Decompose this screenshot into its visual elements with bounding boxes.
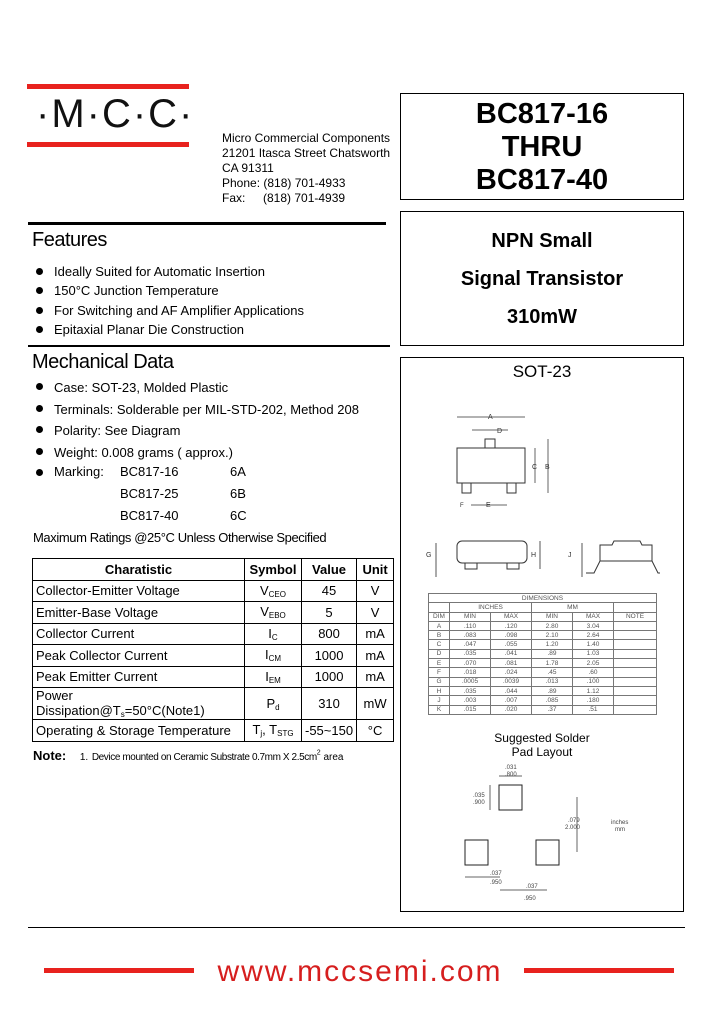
dim-cell: .041 (491, 649, 532, 658)
dim-group-empty (614, 603, 657, 612)
dim-row (429, 686, 657, 695)
symbol-main: T (252, 722, 261, 738)
dim-cell (614, 668, 657, 677)
dim-cell: E (429, 659, 450, 668)
dim-cell: .070 (450, 659, 491, 668)
description-box (400, 211, 684, 346)
dim-label-c: C (532, 464, 538, 471)
dim-cell: .37 (532, 705, 573, 714)
part-title-box (400, 93, 684, 200)
dim-header-row (429, 612, 657, 621)
dim-cell (614, 649, 657, 658)
features-rule (28, 222, 386, 225)
desc-line-1: NPN Small (491, 230, 593, 252)
dim-row (429, 640, 657, 649)
dim-title-row (429, 594, 657, 603)
symbol-cell (245, 666, 302, 688)
dim-cell: .081 (491, 659, 532, 668)
symbol-cell (245, 688, 302, 720)
marking-part: BC817-25 (120, 486, 179, 501)
note-label: Note: (33, 748, 67, 763)
max-ratings-table (32, 558, 394, 742)
dim-cell: .180 (573, 696, 614, 705)
value-cell: 45 (302, 580, 357, 602)
solder-dim-1-in: .031 (505, 765, 517, 771)
dim-cell: B (429, 631, 450, 640)
company-name: Micro Commercial Components (222, 131, 391, 145)
table-row (33, 623, 394, 645)
char-cell (33, 688, 245, 720)
value-cell: 1000 (302, 645, 357, 667)
dim-col-header: MAX (573, 612, 614, 621)
mechanical-heading: Mechanical Data (32, 351, 174, 373)
dim-col-header: NOTE (614, 612, 657, 621)
solder-dim-4-mm: .950 (490, 880, 502, 886)
logo-bottom-bar (27, 142, 189, 147)
symbol-sub: EM (268, 675, 281, 685)
symbol-main: P (266, 695, 276, 711)
dim-cell: F (429, 668, 450, 677)
mcc-logo: ·M·C·C· (36, 92, 195, 136)
col-header: Value (302, 559, 357, 581)
dim-cell: .085 (532, 696, 573, 705)
unit-cell: V (357, 580, 394, 602)
char-cell: Peak Collector Current (33, 645, 245, 667)
table-row (33, 688, 394, 720)
dim-cell (614, 705, 657, 714)
dim-col-header: MIN (450, 612, 491, 621)
note-tail: area (320, 752, 344, 763)
dim-cell: .098 (491, 631, 532, 640)
feature-item: 150°C Junction Temperature (34, 281, 304, 300)
feature-item: Ideally Suited for Automatic Insertion (34, 262, 304, 281)
dim-group-row (429, 603, 657, 612)
value-cell: 1000 (302, 666, 357, 688)
symbol-main: I (265, 668, 269, 684)
unit-cell: mW (357, 688, 394, 720)
dim-label-b: B (545, 464, 550, 471)
symbol-sub: EBO (268, 611, 286, 621)
title-line-1: BC817-16 (475, 98, 609, 130)
pin-left (462, 483, 471, 493)
desc-line-3: 310mW (506, 306, 578, 328)
dim-col-header: MIN (532, 612, 573, 621)
dim-row (429, 677, 657, 686)
mechanical-item: Case: SOT-23, Molded Plastic (34, 377, 359, 399)
dim-cell: .020 (491, 705, 532, 714)
dim-cell: .100 (573, 677, 614, 686)
dim-row (429, 705, 657, 714)
char-cell: Emitter-Base Voltage (33, 602, 245, 624)
table-row (33, 602, 394, 624)
dim-label-g: G (426, 552, 432, 559)
company-fax (222, 191, 390, 206)
dim-cell: 2.80 (532, 621, 573, 630)
symbol-sub: C (271, 632, 278, 642)
dim-cell (614, 631, 657, 640)
dim-cell: .083 (450, 631, 491, 640)
symbol-sub-2: STG (277, 729, 294, 739)
title-line-3: BC817-40 (475, 164, 609, 196)
dim-cell: .024 (491, 668, 532, 677)
symbol-cell (245, 602, 302, 624)
marking-bullet (36, 469, 43, 476)
symbol-cell (245, 720, 302, 742)
dim-cell: 1.20 (532, 640, 573, 649)
desc-line-2: Signal Transistor (460, 268, 624, 290)
col-header: Unit (357, 559, 394, 581)
symbol-main: V (259, 582, 269, 598)
dim-body (429, 621, 657, 714)
dim-cell: J (429, 696, 450, 705)
mechanical-item: Terminals: Solderable per MIL-STD-202, Method 208 (34, 399, 359, 421)
value-cell: 310 (302, 688, 357, 720)
marking-code: 6B (230, 486, 246, 501)
dim-cell: .110 (450, 621, 491, 630)
solder-pad-diagram (440, 762, 640, 907)
dim-col-header: DIM (429, 612, 450, 621)
dim-cell: .89 (532, 686, 573, 695)
dim-cell (614, 686, 657, 695)
note (33, 748, 343, 763)
marking-label: Marking: (54, 464, 104, 479)
table-row (33, 666, 394, 688)
logo-top-bar (27, 84, 189, 89)
dim-cell: 1.78 (532, 659, 573, 668)
char-main: Power Dissipation@T (36, 688, 121, 718)
dim-label-f: F (460, 503, 464, 509)
value-cell: -55~150 (302, 720, 357, 742)
side-pin (465, 563, 477, 569)
sot23-side-view (422, 533, 662, 589)
col-header: Charatistic (33, 559, 245, 581)
char-cell: Operating & Storage Temperature (33, 720, 245, 742)
dim-cell: .007 (491, 696, 532, 705)
dim-row (429, 631, 657, 640)
dim-row (429, 696, 657, 705)
dim-label-e: E (486, 502, 491, 509)
char-cell: Peak Emitter Current (33, 666, 245, 688)
dim-cell: D (429, 649, 450, 658)
dim-cell: 2.64 (573, 631, 614, 640)
dim-cell: .047 (450, 640, 491, 649)
dim-row (429, 621, 657, 630)
dim-cell (614, 621, 657, 630)
value-cell: 800 (302, 623, 357, 645)
dim-cell: .035 (450, 686, 491, 695)
dim-cell: .120 (491, 621, 532, 630)
pin-top (485, 439, 495, 448)
dim-group-mm: MM (532, 603, 614, 612)
dim-cell: C (429, 640, 450, 649)
unit-cell: V (357, 602, 394, 624)
symbol-sub: CM (268, 654, 282, 664)
dimensions-table (428, 593, 657, 715)
dim-cell: 1.03 (573, 649, 614, 658)
solder-dim-3-mm: 2.000 (565, 825, 581, 831)
solder-dim-1-mm: .800 (505, 772, 517, 778)
unit-cell: °C (357, 720, 394, 742)
feature-item: Epitaxial Planar Die Construction (34, 320, 304, 339)
phone-label: Phone: (222, 176, 261, 190)
dim-cell: .0005 (450, 677, 491, 686)
char-sub: s (120, 710, 125, 719)
end-view-leads (586, 561, 660, 573)
solder-units-in: inches (611, 820, 629, 826)
table-row (33, 645, 394, 667)
dim-cell: 2.10 (532, 631, 573, 640)
mechanical-rule (28, 345, 390, 347)
dim-col-header: MAX (491, 612, 532, 621)
dim-group-inches: INCHES (450, 603, 532, 612)
end-view-body (600, 541, 652, 561)
ratings-caption: Maximum Ratings @25°C Unless Otherwise Specified (33, 530, 327, 545)
dim-cell: .013 (532, 677, 573, 686)
note-number: 1. (79, 752, 89, 763)
mechanical-list (34, 377, 359, 464)
dim-cell: G (429, 677, 450, 686)
pin-right (507, 483, 516, 493)
solder-dim-5-mm: .950 (524, 896, 536, 902)
dim-cell: A (429, 621, 450, 630)
dim-group-empty (429, 603, 450, 612)
dim-cell: 1.40 (573, 640, 614, 649)
dim-cell: .044 (491, 686, 532, 695)
dim-label-j: J (568, 552, 572, 559)
company-street: 21201 Itasca Street Chatsworth (222, 146, 391, 160)
symbol-sub: d (275, 702, 280, 712)
solder-dim-2-in: .035 (473, 793, 485, 799)
marking-part: BC817-16 (120, 464, 179, 479)
features-list (34, 262, 304, 339)
dim-cell: .89 (532, 649, 573, 658)
table-row (33, 580, 394, 602)
symbol-sub: j (260, 729, 263, 739)
company-city: CA 91311 (222, 161, 274, 175)
dim-cell: .0039 (491, 677, 532, 686)
col-header: Symbol (245, 559, 302, 581)
dim-cell (614, 677, 657, 686)
dim-cell: .003 (450, 696, 491, 705)
symbol-cell (245, 580, 302, 602)
symbol-main: V (260, 604, 269, 620)
side-pin (507, 563, 519, 569)
solder-title-1: Suggested Solder (494, 731, 590, 745)
mechanical-item: Weight: 0.008 grams ( approx.) (34, 442, 359, 464)
solder-dim-4-in: .037 (490, 871, 502, 877)
symbol-cell (245, 645, 302, 667)
dim-row (429, 649, 657, 658)
dim-cell: .035 (450, 649, 491, 658)
dim-cell: H (429, 686, 450, 695)
dim-cell: .51 (573, 705, 614, 714)
marking-code: 6A (230, 464, 246, 479)
table-row (33, 720, 394, 742)
dim-cell: 3.04 (573, 621, 614, 630)
solder-dim-2-mm: .900 (473, 800, 485, 806)
unit-cell: mA (357, 623, 394, 645)
dim-cell (614, 696, 657, 705)
dim-cell: .60 (573, 668, 614, 677)
table-header-row (33, 559, 394, 581)
unit-cell: mA (357, 645, 394, 667)
mechanical-item: Polarity: See Diagram (34, 420, 359, 442)
body-outline (457, 448, 525, 483)
solder-dim-3-in: .079 (568, 818, 580, 824)
symbol-main: I (264, 647, 269, 663)
solder-pad-right (536, 840, 559, 865)
value-cell: 5 (302, 602, 357, 624)
note-sup: 2 (316, 749, 321, 757)
title-line-2: THRU (501, 131, 583, 163)
dim-cell: K (429, 705, 450, 714)
symbol-main: I (268, 625, 272, 641)
footer-rule (28, 927, 685, 928)
fax-label: Fax: (222, 191, 246, 205)
phone-number: (818) 701-4933 (263, 176, 346, 190)
dim-row (429, 659, 657, 668)
solder-dim-5-in: .037 (526, 884, 538, 890)
char-cell: Collector Current (33, 623, 245, 645)
dim-cell: 1.12 (573, 686, 614, 695)
solder-pad-top (499, 785, 522, 810)
company-address (222, 131, 390, 206)
dim-cell: .015 (450, 705, 491, 714)
solder-pad-left (465, 840, 488, 865)
symbol-main-2: , T (262, 722, 278, 738)
package-name: SOT-23 (512, 362, 572, 381)
features-heading: Features (32, 229, 107, 251)
sot23-top-view (440, 405, 570, 515)
marking-part: BC817-40 (120, 508, 179, 523)
dim-row (429, 668, 657, 677)
dim-cell: .055 (491, 640, 532, 649)
dim-label-a: A (488, 414, 493, 421)
footer-url[interactable]: www.mccsemi.com (217, 955, 503, 988)
side-body (457, 541, 527, 563)
company-phone (222, 176, 390, 191)
dim-cell: .018 (450, 668, 491, 677)
feature-item: For Switching and AF Amplifier Applications (34, 301, 304, 320)
solder-units-mm: mm (615, 827, 625, 833)
char-tail: =50°C(Note1) (124, 703, 205, 718)
marking-code: 6C (230, 508, 247, 523)
unit-cell: mA (357, 666, 394, 688)
dim-title: DIMENSIONS (429, 594, 657, 603)
solder-title-2: Pad Layout (511, 745, 573, 759)
fax-number: (818) 701-4939 (263, 191, 346, 205)
dim-cell (614, 659, 657, 668)
char-cell: Collector-Emitter Voltage (33, 580, 245, 602)
dim-label-h: H (531, 552, 537, 559)
symbol-cell (245, 623, 302, 645)
dim-cell (614, 640, 657, 649)
dim-label-d: D (497, 428, 503, 435)
note-text: Device mounted on Ceramic Substrate 0.7mm X 2.5cm (91, 752, 317, 763)
dim-cell: .45 (532, 668, 573, 677)
symbol-sub: CEO (268, 589, 286, 599)
dim-cell: 2.05 (573, 659, 614, 668)
